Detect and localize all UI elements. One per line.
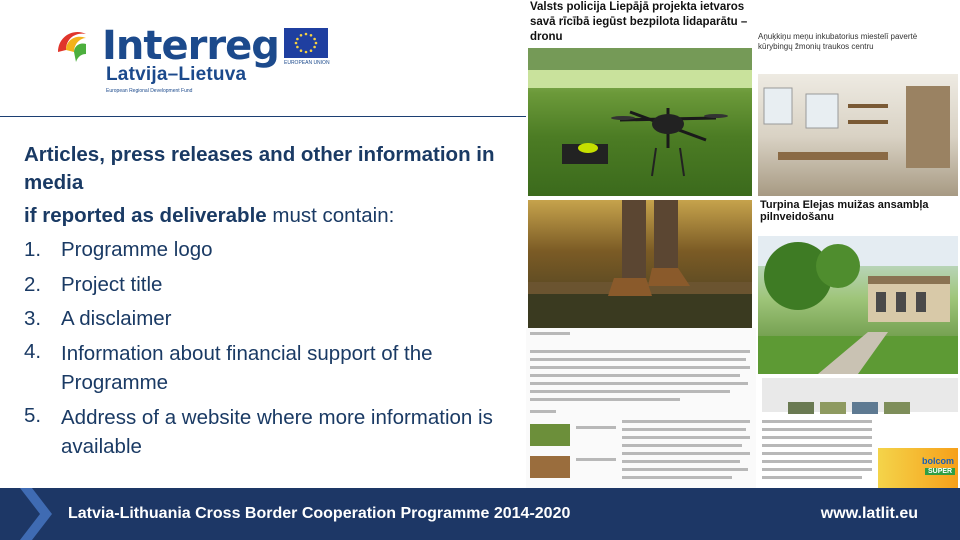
eu-label: EUROPEAN UNION xyxy=(284,60,330,66)
list-item xyxy=(24,401,504,465)
list-number: 4. xyxy=(24,339,42,363)
manor-building-icon xyxy=(758,236,958,374)
boots-icon xyxy=(528,200,752,328)
advert-brand: bolcom xyxy=(922,456,955,466)
interreg-wordmark: Interreg xyxy=(102,23,279,69)
slide-heading: Articles, press releases and other information in media xyxy=(24,143,495,194)
list-text: A disclaimer xyxy=(61,307,172,330)
drone-photo xyxy=(528,48,752,196)
list-text: Programme logo xyxy=(61,238,213,261)
header-divider xyxy=(0,116,526,117)
list-number: 2. xyxy=(24,272,42,296)
requirement-rest: must contain: xyxy=(266,204,395,227)
requirement-line xyxy=(24,199,504,233)
list-item xyxy=(24,302,504,337)
article-headline-drone: Valsts policija Liepājā projekta ietvaros savā rīcībā iegūst bezpilota lidaparātu – dronu xyxy=(530,1,748,43)
list-item xyxy=(24,337,504,401)
article-headline-incubator: Aņuķkiņu meņu inkubatorius miestelī pavertė kūrybingų žmonių traukos centru xyxy=(758,32,918,51)
logo-tagline: European Regional Development Fund xyxy=(106,88,193,94)
eu-flag-icon xyxy=(284,28,328,58)
article-text-clipping xyxy=(526,328,756,488)
interreg-swirl-icon xyxy=(52,24,98,68)
interreg-logo xyxy=(52,22,352,102)
requirement-bold: if reported as deliverable xyxy=(24,204,267,227)
manor-photo xyxy=(758,236,958,374)
list-number: 3. xyxy=(24,307,42,330)
craft-shop-photo xyxy=(758,64,958,196)
advert-label: SUPER xyxy=(925,468,955,475)
footer-website-link[interactable]: www.latlit.eu xyxy=(820,505,918,522)
list-text: Address of a website where more information is available xyxy=(61,405,493,458)
list-number: 1. xyxy=(24,238,42,261)
article-headline-eleja: Turpina Elejas muižas ansambļa pilnveidošanu xyxy=(760,199,929,223)
requirements-list xyxy=(24,233,504,465)
slide-body xyxy=(24,141,504,465)
shop-interior-icon xyxy=(758,64,958,196)
programme-region: Latvija–Lietuva xyxy=(106,64,247,85)
footer-chevron-icon xyxy=(0,488,52,540)
list-text: Project title xyxy=(61,272,163,296)
drone-icon xyxy=(528,48,752,196)
footer-programme-title: Latvia-Lithuania Cross Border Cooperation Programme 2014-2020 xyxy=(68,505,571,522)
list-item xyxy=(24,233,504,268)
media-collage xyxy=(526,0,960,488)
list-number: 5. xyxy=(24,403,42,427)
list-item xyxy=(24,268,504,303)
boots-photo xyxy=(528,200,752,328)
list-text: Information about financial support of the Programme xyxy=(61,341,433,394)
